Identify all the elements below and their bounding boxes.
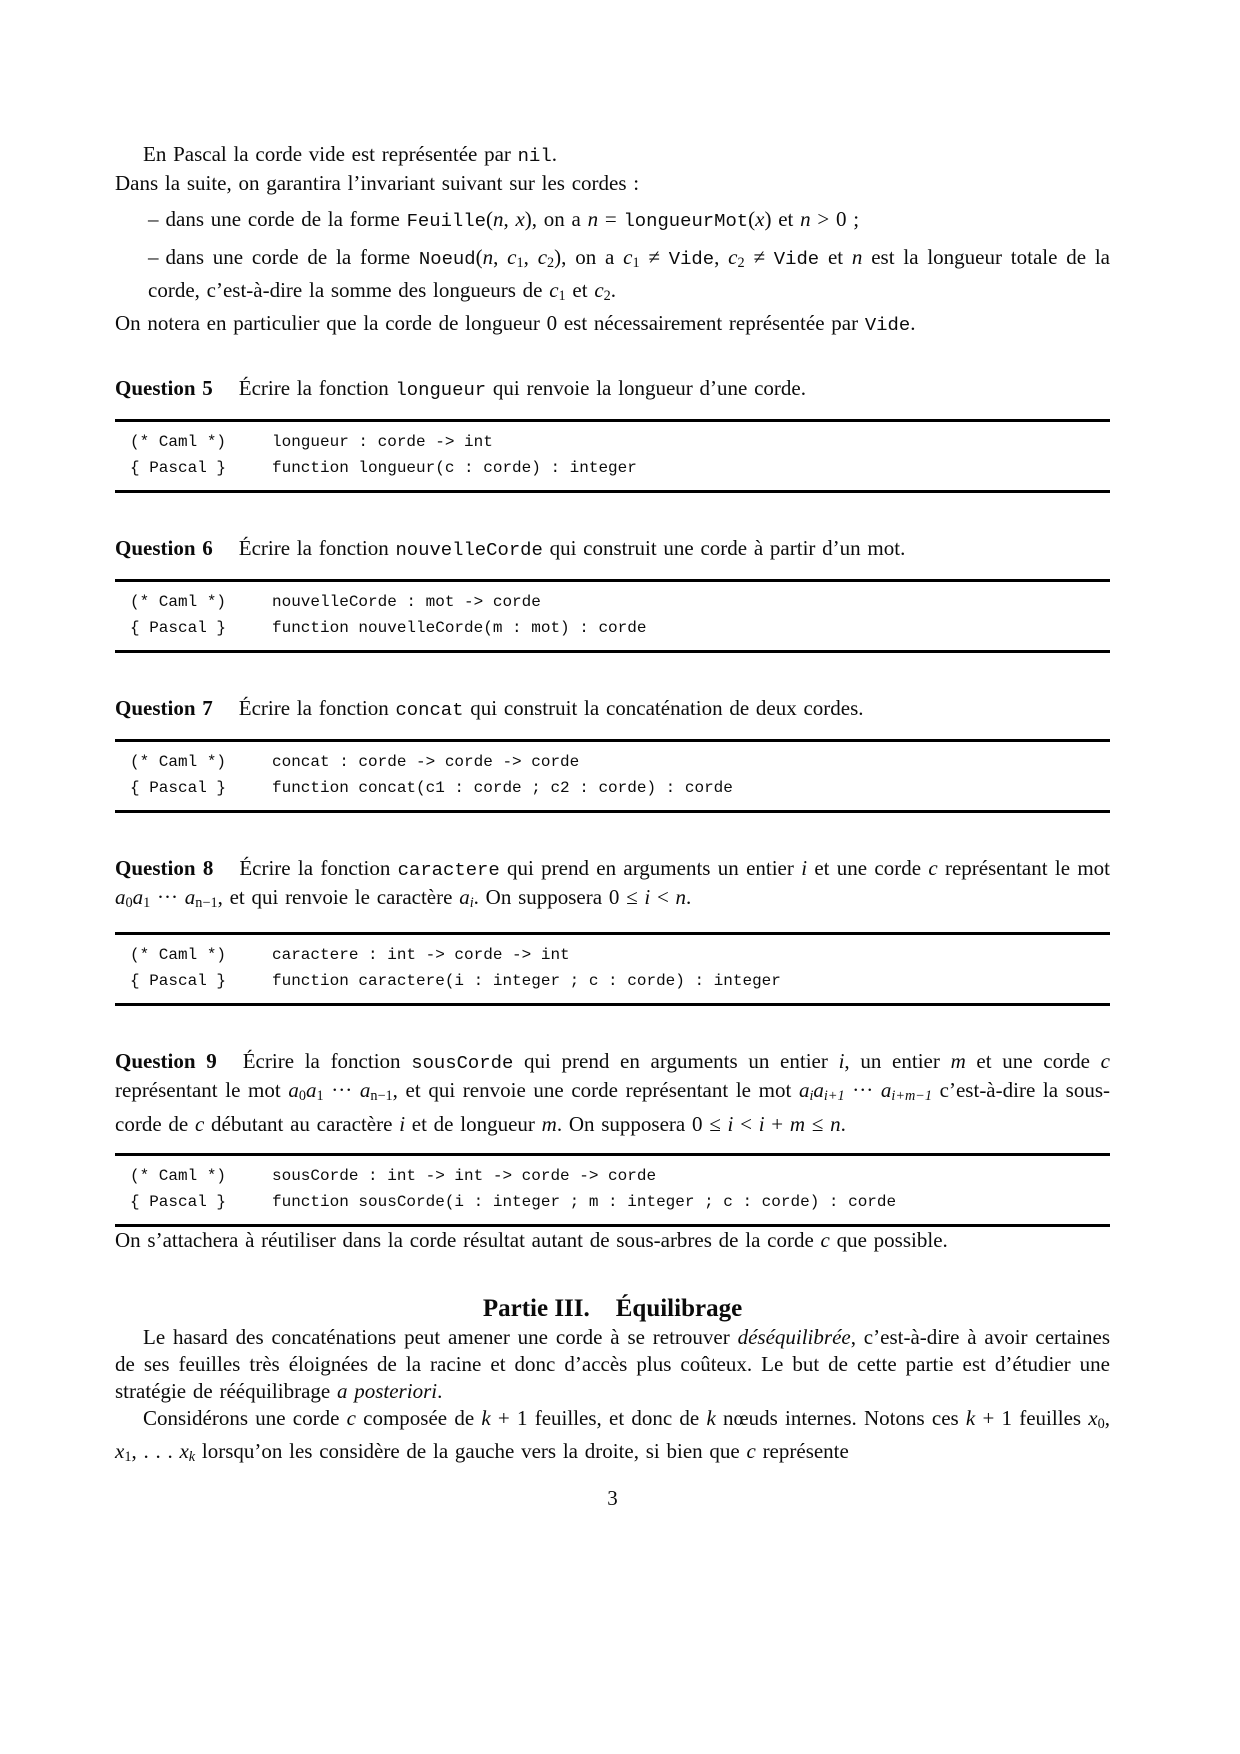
caml-signature: caractere : int -> corde -> int	[272, 946, 570, 965]
caml-label: (* Caml *)	[130, 753, 227, 772]
caml-label: (* Caml *)	[130, 946, 227, 965]
pascal-label: { Pascal }	[130, 779, 227, 798]
question-label: Question 7	[115, 696, 213, 721]
pascal-signature: function concat(c1 : corde ; c2 : corde) : corde	[272, 779, 733, 798]
pascal-label: { Pascal }	[130, 972, 227, 991]
bullet-dash-icon: –	[148, 207, 159, 231]
pascal-signature-line	[130, 1189, 1110, 1215]
pascal-signature: function longueur(c : corde) : integer	[272, 459, 637, 478]
caml-signature: longueur : corde -> int	[272, 433, 493, 452]
page-number: 3	[607, 1485, 618, 1510]
caml-signature-line	[130, 1163, 1110, 1189]
caml-signature-line	[130, 589, 1110, 615]
part-3-title	[115, 1294, 1110, 1324]
question-text: Écrire la fonction sousCorde qui prend en arguments un entier i, un entier m et une corde c représentant le mot a0a1 ··· an−1, et qui renvoie une corde représentant le mot aiai+1 ··· ai+m−1 c’est-à-dire la sous-corde de c débutant au caractère i et de longueur m. On supposera 0 ≤ i < i + m ≤ n.	[115, 1049, 1111, 1136]
pascal-signature-line	[130, 615, 1110, 641]
intro-paragraph-2: Dans la suite, on garantira l’invariant suivant sur les cordes :	[115, 171, 640, 195]
caml-signature-line	[130, 749, 1110, 775]
caml-signature: nouvelleCorde : mot -> corde	[272, 593, 541, 612]
question-8-section	[115, 855, 1110, 1006]
invariant-list	[115, 206, 1110, 310]
intro-paragraph-3: On notera en particulier que la corde de longueur 0 est nécessairement représentée par Vide.	[115, 311, 916, 337]
intro-paragraph-1: En Pascal la corde vide est représentée par nil.	[143, 142, 557, 167]
question-label: Question 8	[115, 856, 214, 881]
caml-signature-line	[130, 942, 1110, 968]
question-heading	[115, 535, 1110, 564]
pascal-signature: function caractere(i : integer ; c : corde) : integer	[272, 972, 781, 991]
caml-label: (* Caml *)	[130, 593, 227, 612]
question-label: Question 6	[115, 536, 213, 561]
part-name: Équilibrage	[615, 1294, 743, 1322]
pascal-signature: function sousCorde(i : integer ; m : integer ; c : corde) : corde	[272, 1192, 897, 1211]
signature-box	[115, 1153, 1110, 1227]
signature-box	[115, 932, 1110, 1006]
note-paragraph: On s’attachera à réutiliser dans la corde résultat autant de sous-arbres de la corde c que possible.	[115, 1227, 948, 1252]
caml-label: (* Caml *)	[130, 1166, 227, 1185]
signature-box	[115, 579, 1110, 653]
question-5-section	[115, 375, 1110, 493]
pascal-signature-line	[130, 775, 1110, 801]
question-text: Écrire la fonction longueur qui renvoie la longueur d’une corde.	[238, 376, 806, 402]
list-item-text: dans une corde de la forme Noeud(n, c1, c2), on a c1 ≠ Vide, c2 ≠ Vide et n est la longueur totale de la corde, c’est-à-dire la somme des longueurs de c1 et c2.	[148, 245, 1111, 305]
list-item-text: dans une corde de la forme Feuille(n, x), on a n = longueurMot(x) et n > 0 ;	[165, 207, 860, 232]
caml-signature-line	[130, 429, 1110, 455]
question-7-section	[115, 695, 1110, 813]
question-9-section	[115, 1048, 1110, 1226]
caml-label: (* Caml *)	[130, 433, 227, 452]
pascal-signature-line	[130, 968, 1110, 994]
question-6-section	[115, 535, 1110, 653]
pascal-label: { Pascal }	[130, 619, 227, 638]
question-text: Écrire la fonction caractere qui prend en arguments un entier i et une corde c représentant le mot a0a1 ··· an−1, et qui renvoie le caractère ai. On supposera 0 ≤ i < n.	[115, 856, 1111, 912]
signature-box	[115, 739, 1110, 813]
question-heading	[115, 1048, 1110, 1137]
list-item-noeud	[148, 244, 1110, 310]
caml-signature: sousCorde : int -> int -> corde -> corde	[272, 1166, 657, 1185]
pascal-label: { Pascal }	[130, 1192, 227, 1211]
question-label: Question 9	[115, 1049, 217, 1074]
part3-paragraph-2: Considérons une corde c composée de k + 1 feuilles, et donc de k nœuds internes. Notons ces k + 1 feuilles x0, x1, . . . xk lorsqu’on les considère de la gauche vers la droite, si bien que c représente	[115, 1405, 1110, 1465]
part-number: Partie III.	[482, 1294, 590, 1322]
bullet-dash-icon: –	[148, 245, 159, 269]
caml-signature: concat : corde -> corde -> corde	[272, 753, 580, 772]
pascal-signature-line	[130, 455, 1110, 481]
question-text: Écrire la fonction nouvelleCorde qui construit une corde à partir d’un mot.	[238, 536, 906, 562]
question-text: Écrire la fonction concat qui construit la concaténation de deux cordes.	[238, 696, 864, 722]
question-heading	[115, 375, 1110, 404]
list-item-feuille	[148, 206, 1110, 235]
part3-paragraph-1: Le hasard des concaténations peut amener une corde à se retrouver déséquilibrée, c’est-à-dire à avoir certaines de ses feuilles très éloignées de la racine et donc d’accès plus coûteux. Le but de cette partie est d’étudier une stratégie de rééquilibrage a posteriori.	[115, 1324, 1110, 1403]
pascal-signature: function nouvelleCorde(m : mot) : corde	[272, 619, 647, 638]
question-heading	[115, 855, 1110, 917]
question-label: Question 5	[115, 376, 213, 401]
signature-box	[115, 419, 1110, 493]
pascal-label: { Pascal }	[130, 459, 227, 478]
question-heading	[115, 695, 1110, 724]
